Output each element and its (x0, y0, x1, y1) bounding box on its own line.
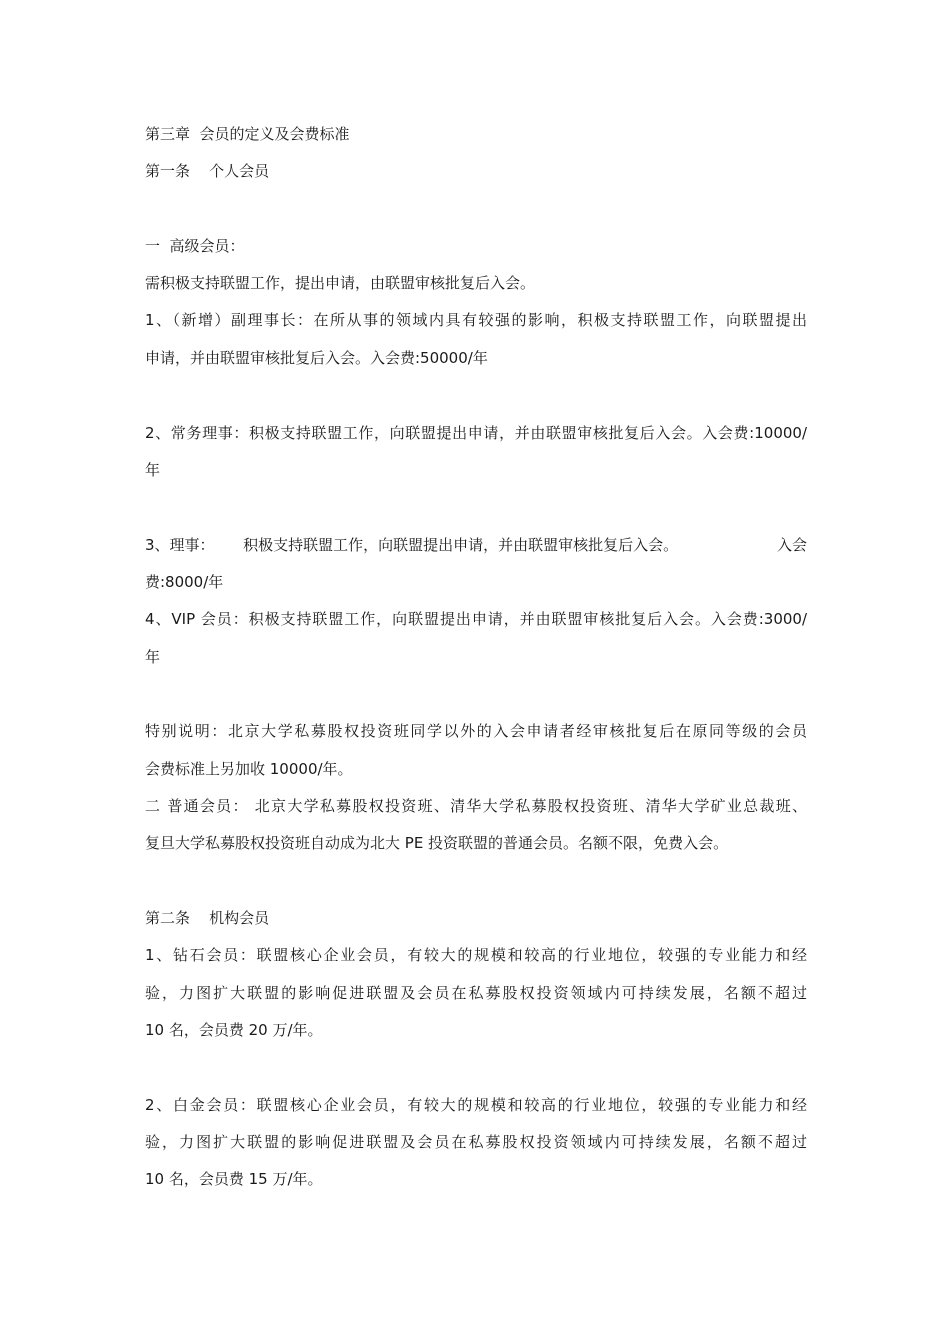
vice-chairman-line-1: 1、（新增）副理事长：在所从事的领域内具有较强的影响，积极支持联盟工作，向联盟提出 (145, 311, 807, 329)
director-text: 3、理事： 积极支持联盟工作，向联盟提出申请，并由联盟审核批复后入会。 (145, 536, 679, 554)
diamond-member-line-1: 1、钻石会员：联盟核心企业会员，有较大的规模和较高的行业地位，较强的专业能力和经 (145, 946, 807, 964)
vice-chairman-line-2: 申请，并由联盟审核批复后入会。入会费:50000/年 (145, 349, 488, 367)
ordinary-member-line-2: 复旦大学私募股权投资班自动成为北大 PE 投资联盟的普通会员。名额不限，免费入会。 (145, 834, 729, 852)
senior-member-intro: 需积极支持联盟工作，提出申请，由联盟审核批复后入会。 (145, 274, 536, 292)
executive-director-line-1: 2、常务理事：积极支持联盟工作，向联盟提出申请，并由联盟审核批复后入会。入会费:10000/ (145, 424, 807, 442)
chapter-heading: 第三章 会员的定义及会费标准 (145, 125, 350, 143)
vip-member-line-1: 4、VIP 会员：积极支持联盟工作，向联盟提出申请，并由联盟审核批复后入会。入会费:3000/ (145, 610, 807, 628)
article-2-heading: 第二条 机构会员 (145, 909, 270, 927)
director-line-1 (145, 535, 807, 555)
platinum-member-line-3: 10 名，会员费 15 万/年。 (145, 1170, 323, 1188)
senior-member-title: 一 高级会员： (145, 237, 245, 255)
platinum-member-line-1: 2、白金会员：联盟核心企业会员，有较大的规模和较高的行业地位，较强的专业能力和经 (145, 1096, 807, 1114)
director-fee-label: 入会 (776, 536, 807, 554)
platinum-member-line-2: 验，力图扩大联盟的影响促进联盟及会员在私募股权投资领域内可持续发展，名额不超过 (145, 1133, 807, 1151)
diamond-member-line-3: 10 名，会员费 20 万/年。 (145, 1021, 323, 1039)
article-1-heading: 第一条 个人会员 (145, 162, 270, 180)
vip-member-line-2: 年 (145, 648, 161, 666)
special-note-line-1: 特别说明：北京大学私募股权投资班同学以外的入会申请者经审核批复后在原同等级的会员 (145, 722, 807, 740)
director-line-2: 费:8000/年 (145, 573, 224, 591)
special-note-line-2: 会费标准上另加收 10000/年。 (145, 760, 353, 778)
ordinary-member-line-1: 二 普通会员： 北京大学私募股权投资班、清华大学私募股权投资班、清华大学矿业总裁班、 (145, 797, 807, 815)
diamond-member-line-2: 验，力图扩大联盟的影响促进联盟及会员在私募股权投资领域内可持续发展，名额不超过 (145, 984, 807, 1002)
executive-director-line-2: 年 (145, 461, 161, 479)
